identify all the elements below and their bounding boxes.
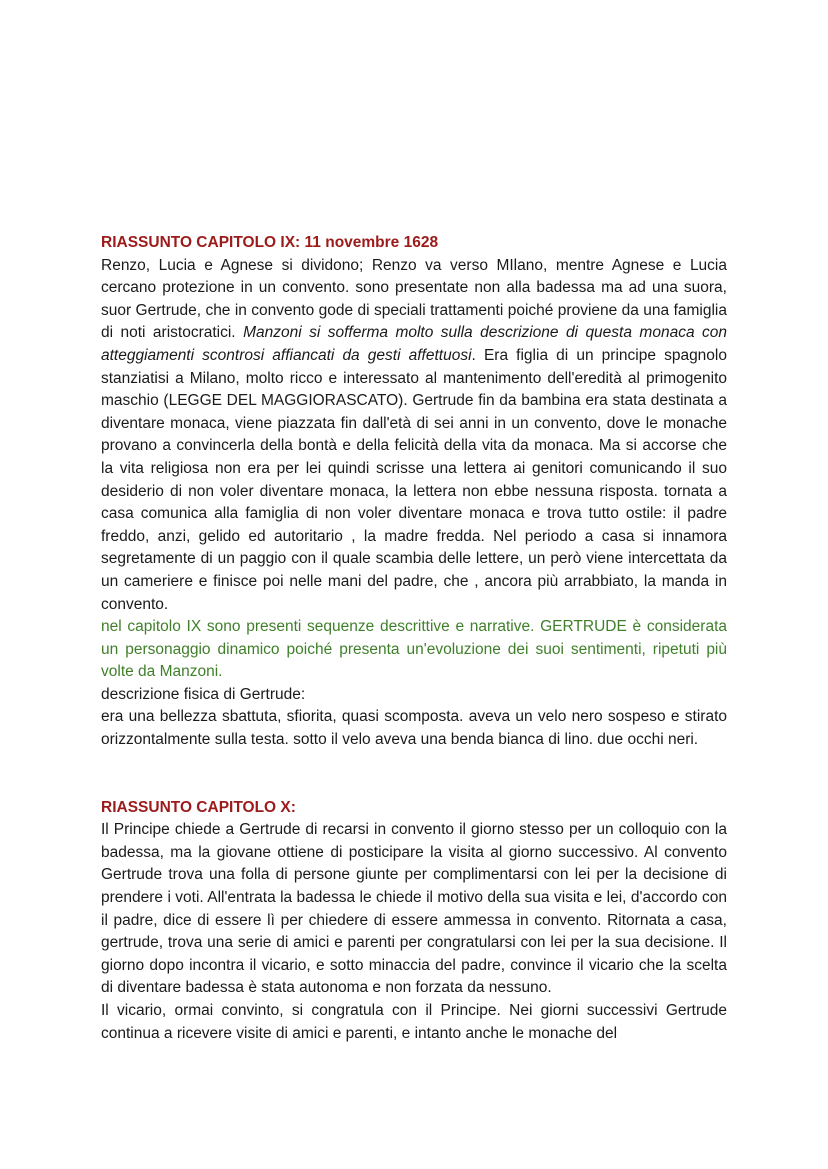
chapter-9-summary-part-1: Renzo, Lucia e Agnese si dividono; Renzo va verso MIlano, mentre Agnese e Lucia cercano protezione in un convento. sono presentate non alla badessa ma ad una suora, suor Gertrude, che in convento gode di speciali trattamenti poiché proviene da una famiglia di noti aristocratici. [101,256,727,342]
section-spacer [101,752,727,797]
physical-description-heading: descrizione fisica di Gertrude: [101,685,306,703]
chapter-9-summary-part-2: . Era figlia di un principe spagnolo stanziatisi a Milano, molto ricco e interessato al mantenimento dell'eredità al primogenito maschio (LEGGE DEL MAGGIORASCATO). Gertrude fin da bambina era stata destinata a diventare monaca, viene piazzata fin dall'età di sei anni in un convento, dove le monache provano a convincerla della bontà e della felicità della vita da monaca. Ma si accorse che la vita religiosa non era per lei quindi scrisse una lettera ai genitori comunicando il suo desiderio di non voler diventare monaca, la lettera non ebbe nessuna risposta. tornata a casa comunica alla famiglia di non voler diventare monaca e trova tutto ostile: il padre freddo, anzi, gelido ed autoritario , la madre fredda. Nel periodo a casa si innamora segretamente di un paggio con il quale scambia delle lettere, un però viene intercettata da un cameriere e finisce poi nelle mani del padre, che , ancora più arrabbiato, la manda in convento. [101,346,727,613]
chapter-9-analysis-note: nel capitolo IX sono presenti sequenze descrittive e narrative. GERTRUDE è considerata un personaggio dinamico poiché presenta un'evoluzione dei suoi sentimenti, ripetuti più volte da Manzoni. [101,618,727,681]
chapter-9-summary [101,255,727,617]
chapter-10-summary: Il Principe chiede a Gertrude di recarsi in convento il giorno stesso per un colloquio con la badessa, ma la giovane ottiene di posticipare la visita al giorno successivo. Al convento Gertrude trova una folla di persone giunte per complimentarsi con lei per la decisione di prendere i voti. All'entrata la badessa le chiede il motivo della sua visita e lei, d'accordo con il padre, dice di essere lì per chiedere di essere ammessa in convento. Ritornata a casa, gertrude, trova una serie di amici e parenti per congratularsi con lei per la sua decisione. Il giorno dopo incontra il vicario, e sotto minaccia del padre, convince il vicario che la scelta di diventare badessa è stata autonoma e non forzata da nessuno. [101,821,727,997]
chapter-9-summary-italic: Manzoni si sofferma molto sulla descrizione di questa monaca con atteggiamenti scontrosi affiancati da gesti affettuosi [101,324,727,364]
chapter-9-title: RIASSUNTO CAPITOLO IX: 11 novembre 1628 [101,234,439,251]
physical-description-text: era una bellezza sbattuta, sfiorita, quasi scomposta. aveva un velo nero sospeso e stirato orizzontalmente sulla testa. sotto il velo aveva una benda bianca di lino. due occhi neri. [101,708,727,749]
document-body [101,232,727,1045]
chapter-10-summary-continued: Il vicario, ormai convinto, si congratula con il Principe. Nei giorni successivi Gertrude continua a ricevere visite di amici e parenti, e intanto anche le monache del [101,1002,727,1042]
chapter-10-title: RIASSUNTO CAPITOLO X: [101,798,296,816]
